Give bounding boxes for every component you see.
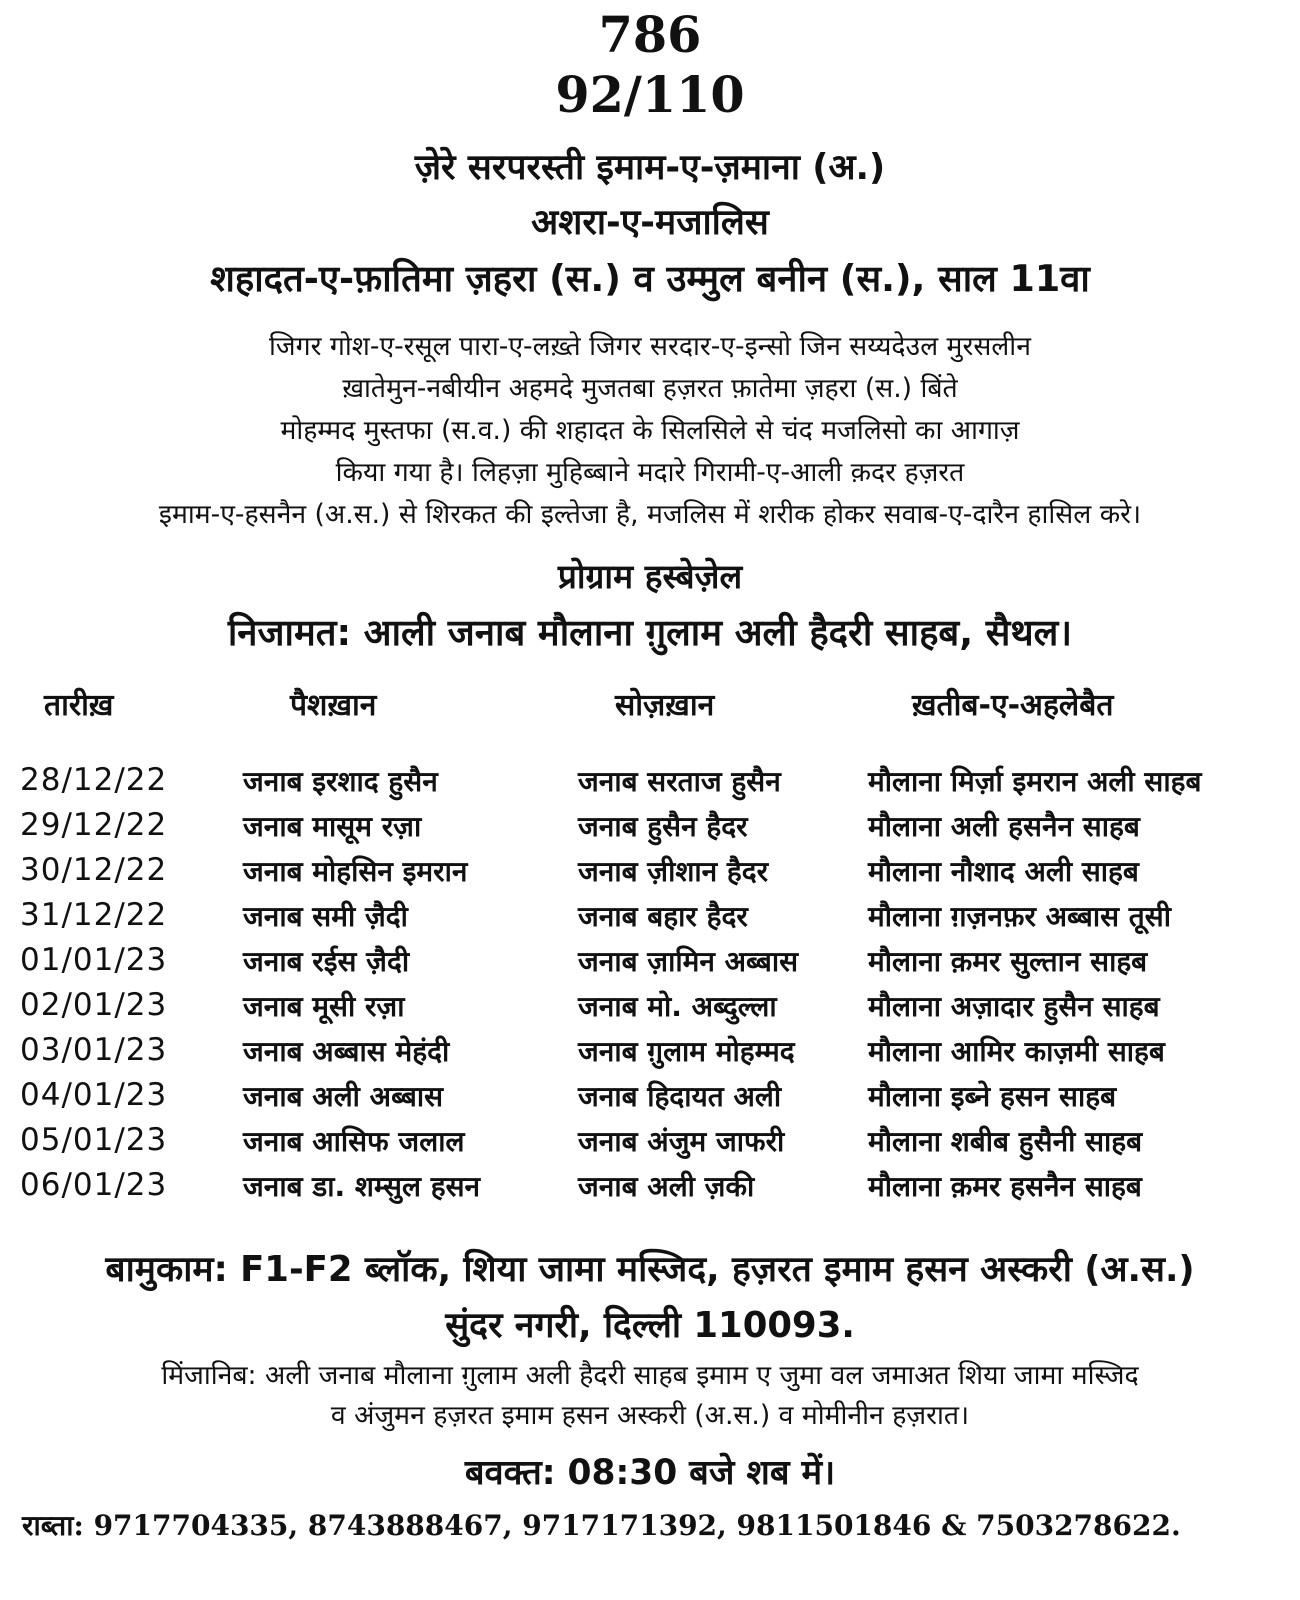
event-time: बवक्त: 08:30 बजे शब में। [464, 1453, 836, 1493]
cell-sozkhan: जनाब बहार हैदर [578, 900, 748, 933]
cell-date: 02/01/23 [20, 987, 168, 1023]
cell-peshkhan: जनाब अली अब्बास [243, 1080, 444, 1113]
cell-sozkhan: जनाब ज़ीशान हैदर [578, 855, 769, 888]
cell-peshkhan: जनाब मोहसिन इमरान [243, 855, 468, 888]
intro-line: इमाम-ए-हसनैन (अ.स.) से शिरकत की इल्तेजा है, मजलिस में शरीक होकर सवाब-ए-दारैन हासिल करे। [158, 499, 1142, 530]
intro-line: जिगर गोश-ए-रसूल पारा-ए-लख़्ते जिगर सरदार-ए-इन्सो जिन सय्यदेउल मुरसलीन [269, 331, 1031, 362]
cell-khateeb: मौलाना ग़ज़नफ़र अब्बास तूसी [868, 900, 1171, 933]
cell-khateeb: मौलाना नौशाद अली साहब [868, 855, 1139, 888]
header-occasion-line: शहादत-ए-फ़ातिमा ज़हरा (स.) व उम्मुल बनीन (स.), साल 11वा [210, 257, 1090, 300]
table-header-date: तारीख़ [44, 688, 114, 723]
cell-date: 29/12/22 [20, 807, 168, 843]
cell-khateeb: मौलाना इब्ने हसन साहब [868, 1080, 1117, 1113]
cell-peshkhan: जनाब समी ज़ैदी [243, 900, 408, 933]
table-header-sozkhan: सोज़ख़ान [615, 688, 715, 723]
cell-date: 04/01/23 [20, 1077, 168, 1113]
program-title: प्रोग्राम हस्बेज़ेल [557, 557, 743, 596]
schedule-table [0, 762, 1300, 1212]
cell-khateeb: मौलाना क़मर सुल्तान साहब [868, 945, 1148, 978]
cell-sozkhan: जनाब ग़ुलाम मोहम्मद [578, 1035, 795, 1068]
cell-date: 28/12/22 [20, 762, 168, 798]
cell-khateeb: मौलाना आमिर काज़मी साहब [868, 1035, 1165, 1068]
cell-date: 06/01/23 [20, 1167, 168, 1203]
table-row [0, 1122, 1300, 1167]
contact-numbers: राब्ता: 9717704335, 8743888467, 9717171392, 9811501846 & 7503278622. [22, 1509, 1181, 1542]
cell-date: 31/12/22 [20, 897, 168, 933]
table-row [0, 762, 1300, 807]
venue-line-1: बामुकाम: F1-F2 ब्लॉक, शिया जामा मस्जिद, हज़रत इमाम हसन अस्करी (अ.स.) [105, 1249, 1195, 1290]
header-event-title: अशरा-ए-मजालिस [531, 202, 769, 243]
cell-peshkhan: जनाब रईस ज़ैदी [243, 945, 410, 978]
cell-sozkhan: जनाब सरताज हुसैन [578, 765, 781, 798]
table-row [0, 897, 1300, 942]
cell-khateeb: मौलाना मिर्ज़ा इमरान अली साहब [868, 765, 1202, 798]
table-header-peshkhan: पैशख़ान [290, 688, 377, 723]
cell-sozkhan: जनाब हुसैन हैदर [578, 810, 748, 843]
cell-sozkhan: जनाब अंजुम जाफरी [578, 1125, 785, 1158]
table-row [0, 987, 1300, 1032]
cell-date: 05/01/23 [20, 1122, 168, 1158]
table-row [0, 1167, 1300, 1212]
intro-line: किया गया है। लिहज़ा मुहिब्बाने मदारे गिरामी-ए-आली क़दर हज़रत [335, 457, 965, 488]
intro-line: ख़ातेमुन-नबीयीन अहमदे मुजतबा हज़रत फ़ातेमा ज़हरा (स.) बिंते [342, 373, 958, 404]
header-patronage-line: ज़ेरे सरपरस्ती इमाम-ए-ज़माना (अ.) [414, 147, 886, 188]
cell-peshkhan: जनाब आसिफ जलाल [243, 1125, 465, 1158]
header-number-786: 786 [598, 6, 702, 64]
intro-line: मोहम्मद मुस्तफा (स.व.) की शहादत के सिलसिले से चंद मजलिसो का आगाज़ [280, 415, 1020, 446]
table-row [0, 807, 1300, 852]
organizer-block [0, 1356, 1300, 1436]
cell-khateeb: मौलाना शबीब हुसैनी साहब [868, 1125, 1143, 1158]
cell-sozkhan: जनाब ज़ामिन अब्बास [578, 945, 799, 978]
cell-khateeb: मौलाना अज़ादार हुसैन साहब [868, 990, 1160, 1023]
table-header-khateeb: ख़तीब-ए-अहलेबैत [912, 688, 1114, 723]
table-row [0, 1077, 1300, 1122]
cell-sozkhan: जनाब हिदायत अली [578, 1080, 782, 1113]
cell-date: 30/12/22 [20, 852, 168, 888]
cell-peshkhan: जनाब मासूम रज़ा [243, 810, 422, 843]
cell-date: 03/01/23 [20, 1032, 168, 1068]
nizamat-line: निजामत: आली जनाब मौलाना ग़ुलाम अली हैदरी साहब, सैथल। [227, 611, 1073, 654]
cell-peshkhan: जनाब इरशाद हुसैन [243, 765, 438, 798]
venue-line-2: सुंदर नगरी, दिल्ली 110093. [445, 1305, 855, 1346]
intro-paragraph [0, 326, 1300, 536]
organizer-line: मिंजानिब: अली जनाब मौलाना ग़ुलाम अली हैदरी साहब इमाम ए जुमा वल जमाअत शिया जामा मस्जिद [161, 1360, 1139, 1391]
cell-peshkhan: जनाब अब्बास मेहंदी [243, 1035, 450, 1068]
cell-khateeb: मौलाना अली हसनैन साहब [868, 810, 1140, 843]
table-row [0, 1032, 1300, 1077]
cell-sozkhan: जनाब मो. अब्दुल्ला [578, 990, 777, 1023]
cell-khateeb: मौलाना क़मर हसनैन साहब [868, 1170, 1142, 1203]
cell-date: 01/01/23 [20, 942, 168, 978]
cell-peshkhan: जनाब मूसी रज़ा [243, 990, 405, 1023]
organizer-line: व अंजुमन हज़रत इमाम हसन अस्करी (अ.स.) व मोमीनीन हज़रात। [330, 1400, 970, 1431]
header-number-92-110: 92/110 [555, 66, 745, 124]
cell-sozkhan: जनाब अली ज़की [578, 1170, 755, 1203]
cell-peshkhan: जनाब डा. शम्सुल हसन [243, 1170, 481, 1203]
table-row [0, 852, 1300, 897]
table-row [0, 942, 1300, 987]
